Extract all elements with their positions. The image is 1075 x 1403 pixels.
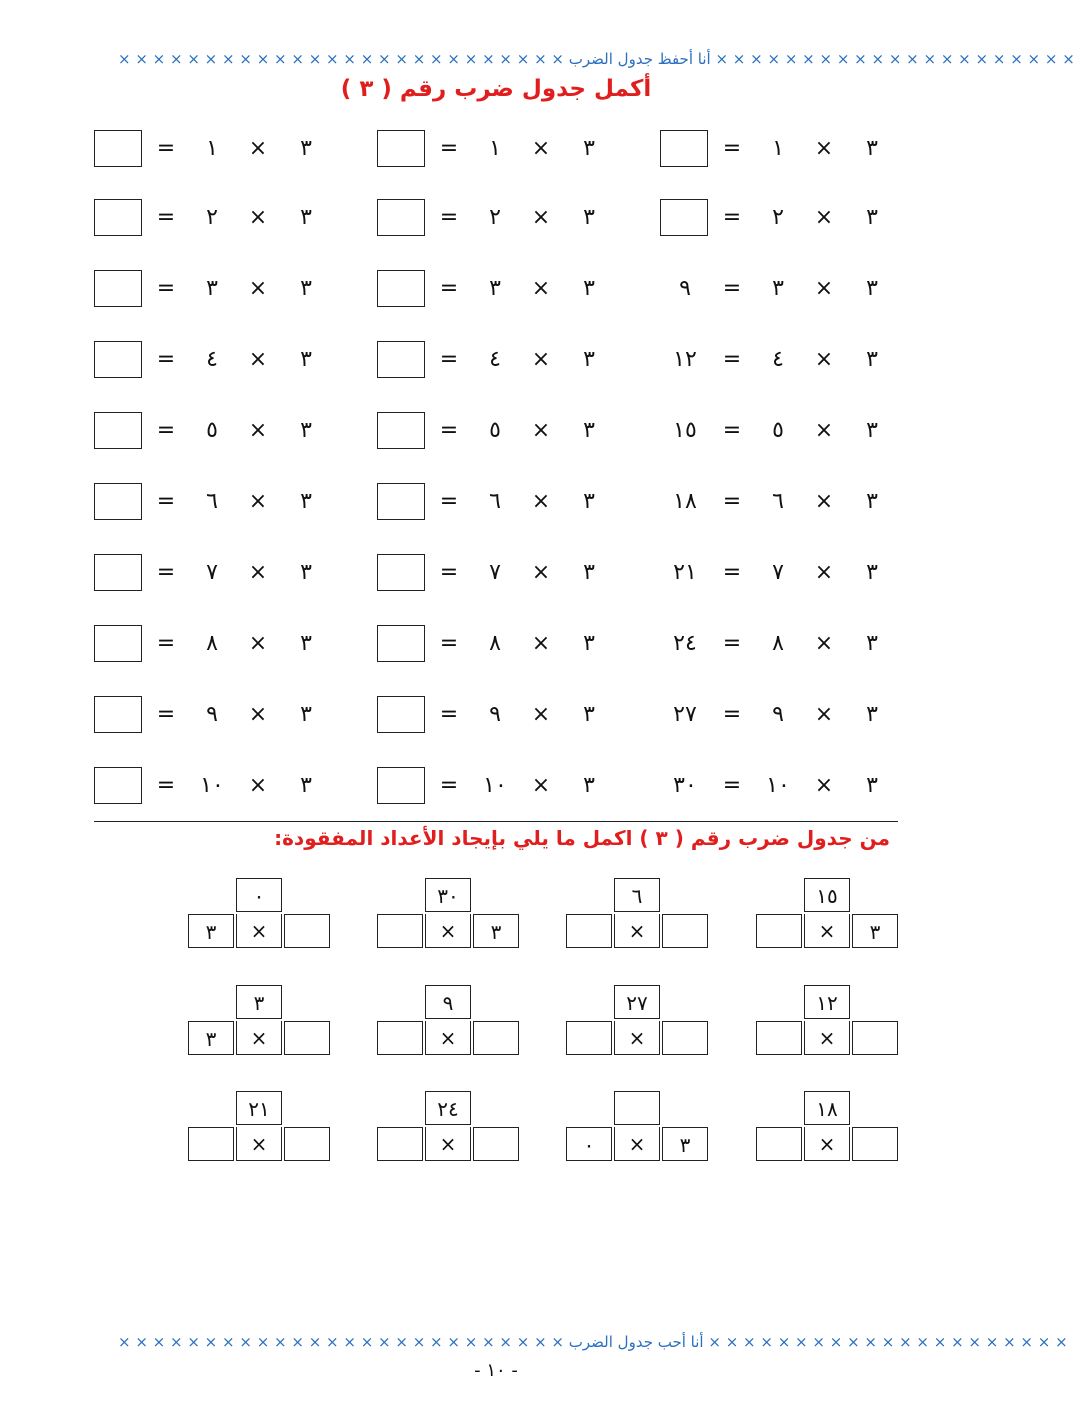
equals-sign: = bbox=[439, 773, 459, 798]
puzzle-left-box[interactable] bbox=[188, 1127, 234, 1161]
puzzle-times-box: × bbox=[804, 1021, 850, 1055]
multiplier: ٩ bbox=[206, 702, 218, 727]
multiplicand: ٣ bbox=[583, 347, 595, 372]
puzzle-times-box: × bbox=[425, 914, 471, 948]
puzzle-left-box[interactable] bbox=[566, 914, 612, 948]
puzzle-right-box[interactable] bbox=[662, 914, 708, 948]
multiplier: ٣ bbox=[206, 276, 218, 301]
multiplicand: ٣ bbox=[300, 205, 312, 230]
answer-box[interactable] bbox=[377, 625, 425, 662]
times-sign: × bbox=[248, 489, 268, 514]
answer-box[interactable] bbox=[660, 130, 708, 167]
multiplier: ٦ bbox=[772, 489, 784, 514]
table-row bbox=[660, 483, 890, 521]
equals-sign: = bbox=[722, 136, 742, 161]
equals-sign: = bbox=[439, 205, 459, 230]
missing-number-puzzle bbox=[566, 985, 710, 1057]
puzzle-top-box: ٢٤ bbox=[425, 1091, 471, 1125]
equals-sign: = bbox=[439, 631, 459, 656]
puzzle-left-box[interactable] bbox=[756, 914, 802, 948]
puzzle-times-box: × bbox=[425, 1021, 471, 1055]
footer-x-left: × × × × × × × × × × × × × × × × × × × × × × × × × × bbox=[118, 1333, 564, 1351]
multiplicand: ٣ bbox=[300, 560, 312, 585]
equals-sign: = bbox=[439, 136, 459, 161]
divider-line bbox=[94, 821, 898, 822]
times-sign: × bbox=[531, 418, 551, 443]
times-sign: × bbox=[248, 136, 268, 161]
multiplicand: ٣ bbox=[300, 418, 312, 443]
answer-box[interactable] bbox=[377, 130, 425, 167]
times-sign: × bbox=[814, 702, 834, 727]
page-number: - ١٠ - bbox=[474, 1360, 518, 1381]
times-sign: × bbox=[248, 631, 268, 656]
puzzle-times-box: × bbox=[804, 1127, 850, 1161]
multiplier: ٥ bbox=[206, 418, 218, 443]
answer-box[interactable] bbox=[94, 696, 142, 733]
missing-number-puzzle bbox=[377, 1091, 521, 1163]
multiplier: ٥ bbox=[489, 418, 501, 443]
equals-sign: = bbox=[439, 702, 459, 727]
puzzle-times-box: × bbox=[804, 914, 850, 948]
puzzle-times-box: × bbox=[236, 914, 282, 948]
puzzle-top-box: ٢١ bbox=[236, 1091, 282, 1125]
times-sign: × bbox=[248, 418, 268, 443]
multiplicand: ٣ bbox=[583, 560, 595, 585]
missing-number-puzzle bbox=[756, 1091, 900, 1163]
puzzle-right-box[interactable] bbox=[473, 1021, 519, 1055]
times-sign: × bbox=[531, 773, 551, 798]
puzzle-top-box: ٢٧ bbox=[614, 985, 660, 1019]
missing-number-puzzle bbox=[566, 1091, 710, 1163]
missing-number-puzzle bbox=[188, 985, 332, 1057]
table-row bbox=[377, 412, 607, 450]
missing-number-puzzle bbox=[188, 1091, 332, 1163]
answer-value: ٢١ bbox=[673, 560, 697, 585]
multiplicand: ٣ bbox=[866, 347, 878, 372]
puzzle-left-box[interactable] bbox=[377, 1127, 423, 1161]
multiplier: ٧ bbox=[489, 560, 501, 585]
puzzle-top-box: ٦ bbox=[614, 878, 660, 912]
multiplier: ٤ bbox=[772, 347, 784, 372]
times-sign: × bbox=[248, 347, 268, 372]
table-row bbox=[94, 130, 324, 168]
footer-banner bbox=[118, 1333, 1068, 1355]
missing-number-puzzle bbox=[377, 985, 521, 1057]
missing-number-puzzle bbox=[756, 878, 900, 950]
equals-sign: = bbox=[439, 347, 459, 372]
multiplicand: ٣ bbox=[866, 560, 878, 585]
multiplier: ٨ bbox=[772, 631, 784, 656]
times-sign: × bbox=[531, 276, 551, 301]
multiplicand: ٣ bbox=[300, 347, 312, 372]
answer-box[interactable] bbox=[94, 341, 142, 378]
multiplicand: ٣ bbox=[866, 489, 878, 514]
multiplier: ١٠ bbox=[766, 773, 790, 798]
multiplicand: ٣ bbox=[866, 702, 878, 727]
equals-sign: = bbox=[439, 276, 459, 301]
times-sign: × bbox=[531, 560, 551, 585]
answer-box[interactable] bbox=[377, 199, 425, 236]
table-row bbox=[94, 270, 324, 308]
table-row bbox=[660, 199, 890, 237]
puzzle-left-box[interactable] bbox=[566, 1021, 612, 1055]
multiplicand: ٣ bbox=[866, 136, 878, 161]
multiplier: ٤ bbox=[206, 347, 218, 372]
puzzle-left-box[interactable] bbox=[756, 1127, 802, 1161]
equals-sign: = bbox=[722, 489, 742, 514]
equals-sign: = bbox=[156, 560, 176, 585]
equals-sign: = bbox=[156, 773, 176, 798]
equals-sign: = bbox=[156, 418, 176, 443]
puzzle-top-box: ١٢ bbox=[804, 985, 850, 1019]
answer-box[interactable] bbox=[94, 483, 142, 520]
puzzle-top-box: ٣ bbox=[236, 985, 282, 1019]
answer-value: ١٨ bbox=[673, 489, 697, 514]
multiplier: ٧ bbox=[206, 560, 218, 585]
puzzle-times-box: × bbox=[425, 1127, 471, 1161]
answer-value: ١٥ bbox=[673, 418, 697, 443]
table-row bbox=[94, 554, 324, 592]
times-sign: × bbox=[814, 205, 834, 230]
times-sign: × bbox=[531, 631, 551, 656]
answer-box[interactable] bbox=[94, 199, 142, 236]
multiplicand: ٣ bbox=[866, 205, 878, 230]
multiplicand: ٣ bbox=[583, 773, 595, 798]
table-row bbox=[377, 554, 607, 592]
answer-value: ١٢ bbox=[673, 347, 697, 372]
answer-box[interactable] bbox=[94, 130, 142, 167]
table-row bbox=[660, 341, 890, 379]
multiplicand: ٣ bbox=[583, 702, 595, 727]
answer-box[interactable] bbox=[94, 767, 142, 804]
multiplier: ١ bbox=[206, 136, 218, 161]
table-row bbox=[377, 199, 607, 237]
times-sign: × bbox=[814, 489, 834, 514]
equals-sign: = bbox=[722, 205, 742, 230]
multiplier: ٢ bbox=[489, 205, 501, 230]
table-row bbox=[660, 130, 890, 168]
multiplicand: ٣ bbox=[866, 631, 878, 656]
multiplier: ٩ bbox=[772, 702, 784, 727]
answer-box[interactable] bbox=[377, 483, 425, 520]
answer-box[interactable] bbox=[94, 270, 142, 307]
multiplier: ٨ bbox=[206, 631, 218, 656]
multiplicand: ٣ bbox=[583, 276, 595, 301]
equals-sign: = bbox=[156, 702, 176, 727]
table-row bbox=[94, 199, 324, 237]
multiplicand: ٣ bbox=[583, 205, 595, 230]
puzzle-left-box[interactable] bbox=[377, 914, 423, 948]
puzzle-right-box[interactable] bbox=[284, 1127, 330, 1161]
multiplier: ٤ bbox=[489, 347, 501, 372]
multiplier: ٥ bbox=[772, 418, 784, 443]
multiplier: ٢ bbox=[772, 205, 784, 230]
equals-sign: = bbox=[722, 418, 742, 443]
missing-number-puzzle bbox=[566, 878, 710, 950]
times-sign: × bbox=[814, 276, 834, 301]
missing-number-puzzle bbox=[756, 985, 900, 1057]
answer-value: ٣٠ bbox=[673, 773, 697, 798]
table-row bbox=[94, 412, 324, 450]
puzzle-right-box[interactable] bbox=[284, 1021, 330, 1055]
puzzle-left-box: ٣ bbox=[188, 1021, 234, 1055]
table-row bbox=[660, 412, 890, 450]
puzzle-times-box: × bbox=[236, 1127, 282, 1161]
times-sign: × bbox=[531, 489, 551, 514]
banner-text: أنا أحفظ جدول الضرب bbox=[568, 50, 711, 68]
times-sign: × bbox=[531, 702, 551, 727]
multiplicand: ٣ bbox=[583, 489, 595, 514]
multiplier: ١٠ bbox=[483, 773, 507, 798]
multiplicand: ٣ bbox=[583, 418, 595, 443]
banner-x-right: × × × × × × × × × × × × × × × × × × × × × bbox=[715, 50, 1075, 68]
puzzle-right-box[interactable] bbox=[852, 1127, 898, 1161]
table-row bbox=[377, 270, 607, 308]
times-sign: × bbox=[814, 136, 834, 161]
puzzle-left-box[interactable] bbox=[377, 1021, 423, 1055]
times-sign: × bbox=[814, 418, 834, 443]
multiplier: ٦ bbox=[206, 489, 218, 514]
puzzle-top-box: ١٨ bbox=[804, 1091, 850, 1125]
equals-sign: = bbox=[722, 702, 742, 727]
puzzle-left-box: ٠ bbox=[566, 1127, 612, 1161]
multiplicand: ٣ bbox=[866, 773, 878, 798]
equals-sign: = bbox=[156, 136, 176, 161]
table-row bbox=[377, 483, 607, 521]
puzzle-times-box: × bbox=[614, 1021, 660, 1055]
answer-box[interactable] bbox=[377, 341, 425, 378]
table-row bbox=[94, 341, 324, 379]
multiplicand: ٣ bbox=[583, 631, 595, 656]
table-row bbox=[377, 767, 607, 805]
equals-sign: = bbox=[156, 205, 176, 230]
puzzle-right-box[interactable] bbox=[284, 914, 330, 948]
missing-number-puzzle bbox=[188, 878, 332, 950]
puzzle-top-box[interactable] bbox=[614, 1091, 660, 1125]
multiplier: ٣ bbox=[489, 276, 501, 301]
multiplicand: ٣ bbox=[300, 702, 312, 727]
equals-sign: = bbox=[439, 418, 459, 443]
times-sign: × bbox=[814, 773, 834, 798]
equals-sign: = bbox=[439, 489, 459, 514]
header-banner bbox=[118, 50, 1075, 72]
multiplier: ١ bbox=[489, 136, 501, 161]
answer-value: ٢٤ bbox=[673, 631, 697, 656]
equals-sign: = bbox=[722, 631, 742, 656]
table-row bbox=[377, 696, 607, 734]
answer-box[interactable] bbox=[377, 554, 425, 591]
multiplier: ٧ bbox=[772, 560, 784, 585]
table-row bbox=[377, 130, 607, 168]
multiplier: ١ bbox=[772, 136, 784, 161]
equals-sign: = bbox=[156, 347, 176, 372]
times-sign: × bbox=[531, 136, 551, 161]
puzzle-top-box: ١٥ bbox=[804, 878, 850, 912]
table-row bbox=[377, 341, 607, 379]
puzzle-left-box: ٣ bbox=[188, 914, 234, 948]
answer-box[interactable] bbox=[377, 767, 425, 804]
puzzle-right-box: ٣ bbox=[662, 1127, 708, 1161]
table-row bbox=[94, 625, 324, 663]
multiplier: ٣ bbox=[772, 276, 784, 301]
puzzle-right-box[interactable] bbox=[852, 1021, 898, 1055]
answer-value: ٢٧ bbox=[673, 702, 697, 727]
multiplicand: ٣ bbox=[583, 136, 595, 161]
times-sign: × bbox=[531, 205, 551, 230]
multiplicand: ٣ bbox=[300, 136, 312, 161]
puzzle-right-box: ٣ bbox=[852, 914, 898, 948]
times-sign: × bbox=[248, 560, 268, 585]
table-row bbox=[660, 270, 890, 308]
puzzle-times-box: × bbox=[614, 914, 660, 948]
multiplicand: ٣ bbox=[300, 489, 312, 514]
equals-sign: = bbox=[156, 631, 176, 656]
times-sign: × bbox=[814, 560, 834, 585]
table-row bbox=[94, 483, 324, 521]
multiplier: ٢ bbox=[206, 205, 218, 230]
answer-box[interactable] bbox=[377, 696, 425, 733]
section-subtitle: من جدول ضرب رقم ( ٣ ) اكمل ما يلي بإيجاد الأعداد المفقودة: bbox=[274, 826, 890, 850]
table-row bbox=[377, 625, 607, 663]
footer-x-right: × × × × × × × × × × × × × × × × × × × × × bbox=[708, 1333, 1068, 1351]
equals-sign: = bbox=[439, 560, 459, 585]
puzzle-times-box: × bbox=[236, 1021, 282, 1055]
banner-x-left: × × × × × × × × × × × × × × × × × × × × × × × × × × bbox=[118, 50, 564, 68]
missing-number-puzzle bbox=[377, 878, 521, 950]
times-sign: × bbox=[531, 347, 551, 372]
equals-sign: = bbox=[156, 489, 176, 514]
answer-box[interactable] bbox=[660, 199, 708, 236]
multiplicand: ٣ bbox=[866, 276, 878, 301]
equals-sign: = bbox=[722, 276, 742, 301]
puzzle-top-box: ٠ bbox=[236, 878, 282, 912]
multiplicand: ٣ bbox=[300, 276, 312, 301]
times-sign: × bbox=[248, 205, 268, 230]
puzzle-top-box: ٩ bbox=[425, 985, 471, 1019]
times-sign: × bbox=[248, 702, 268, 727]
times-sign: × bbox=[814, 347, 834, 372]
table-row bbox=[660, 767, 890, 805]
puzzle-top-box: ٣٠ bbox=[425, 878, 471, 912]
table-row bbox=[660, 625, 890, 663]
times-sign: × bbox=[814, 631, 834, 656]
multiplicand: ٣ bbox=[866, 418, 878, 443]
times-sign: × bbox=[248, 276, 268, 301]
equals-sign: = bbox=[722, 347, 742, 372]
answer-value: ٩ bbox=[679, 276, 691, 301]
puzzle-times-box: × bbox=[614, 1127, 660, 1161]
page-title: أكمل جدول ضرب رقم ( ٣ ) bbox=[340, 76, 652, 102]
multiplier: ١٠ bbox=[200, 773, 224, 798]
puzzle-right-box: ٣ bbox=[473, 914, 519, 948]
multiplicand: ٣ bbox=[300, 631, 312, 656]
multiplier: ٨ bbox=[489, 631, 501, 656]
times-sign: × bbox=[248, 773, 268, 798]
answer-box[interactable] bbox=[377, 270, 425, 307]
table-row bbox=[94, 767, 324, 805]
answer-box[interactable] bbox=[94, 554, 142, 591]
answer-box[interactable] bbox=[94, 625, 142, 662]
table-row bbox=[660, 696, 890, 734]
table-row bbox=[660, 554, 890, 592]
equals-sign: = bbox=[722, 773, 742, 798]
multiplicand: ٣ bbox=[300, 773, 312, 798]
answer-box[interactable] bbox=[94, 412, 142, 449]
puzzle-left-box[interactable] bbox=[756, 1021, 802, 1055]
puzzle-right-box[interactable] bbox=[473, 1127, 519, 1161]
footer-banner-text: أنا أحب جدول الضرب bbox=[568, 1333, 704, 1351]
equals-sign: = bbox=[156, 276, 176, 301]
answer-box[interactable] bbox=[377, 412, 425, 449]
table-row bbox=[94, 696, 324, 734]
puzzle-right-box[interactable] bbox=[662, 1021, 708, 1055]
equals-sign: = bbox=[722, 560, 742, 585]
multiplier: ٩ bbox=[489, 702, 501, 727]
multiplier: ٦ bbox=[489, 489, 501, 514]
